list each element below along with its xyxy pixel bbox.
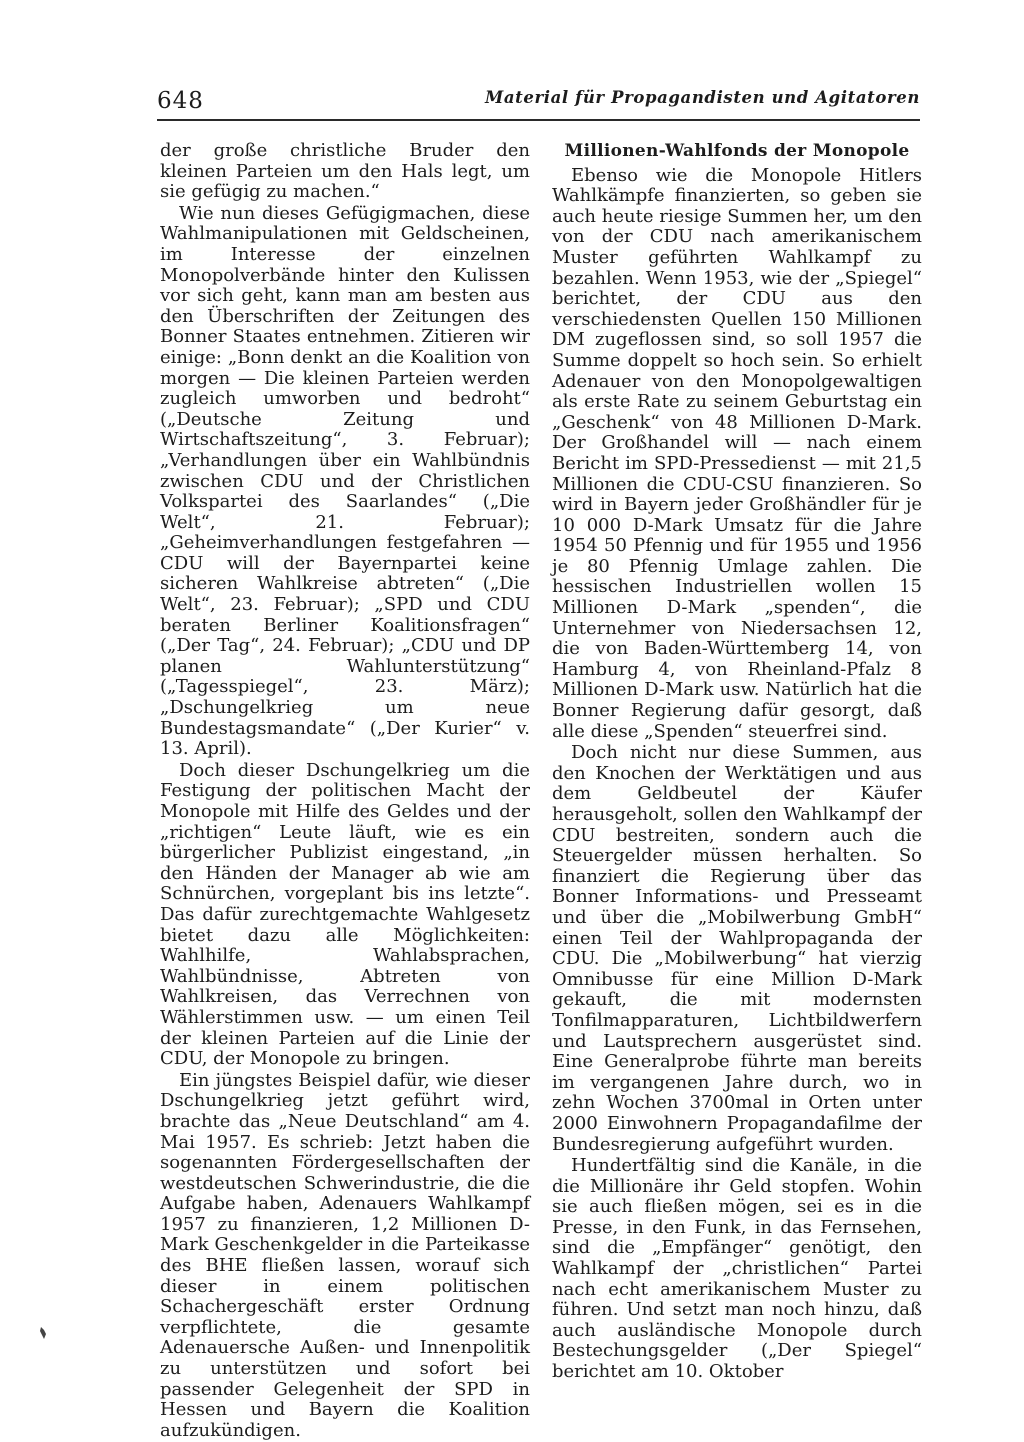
right-column [552, 141, 922, 1384]
paragraph: Wie nun dieses Gefügigmachen, diese Wahlmanipulationen mit Geldscheinen, im Interesse der einzelnen Monopolverbände hinter den Kulissen vor sich geht, kann man am besten aus den Überschriften der Zeitungen des Bonner Staates entnehmen. Zitieren wir einige: „Bonn denkt an die Koalition von morgen — Die kleinen Parteien werden zugleich umworben und bedroht“ („Deutsche Zeitung und Wirtschaftszeitung“, 3. Februar); „Verhandlungen über ein Wahlbündnis zwischen CDU und der Christlichen Volkspartei des Saarlandes“ („Die Welt“, 21. Februar); „Geheimverhandlungen festgefahren — CDU will der Bayernpartei keine sicheren Wahlkreise abtreten“ („Die Welt“, 23. Februar); „SPD und CDU beraten Berliner Koalitionsfragen“ („Der Tag“, 24. Februar); „CDU und DP planen Wahlunterstützung“ („Tagesspiegel“, 23. März); „Dschungelkrieg um neue Bundestagsmandate“ („Der Kurier“ v. 13. April). [160, 202, 530, 760]
paragraph: Doch nicht nur diese Summen, aus den Knochen der Werktätigen und aus dem Geldbeutel der Käufer herausgeholt, sollen den Wahlkampf der CDU bestreiten, sondern auch die Steuergelder müssen herhalten. So finanziert die Regierung über das Bonner Informations- und Presseamt und über die „Mobilwerbung GmbH“ einen Teil der Wahlpropaganda der CDU. Die „Mobilwerbung“ hat vierzig Omnibusse für eine Million D-Mark gekauft, die mit modernsten Tonfilmapparaturen, Lichtbildwerfern und Lautsprechern ausgerüstet sind. Eine Generalprobe führte man bereits im vergangenen Jahre durch, wo in zehn Wochen 3700mal in Orten unter 2000 Einwohnern Propagandafilme der Bundesregierung aufgeführt wurden. [552, 742, 922, 1155]
paragraph: Doch dieser Dschungelkrieg um die Festigung der politischen Macht der Monopole mit Hilfe des Geldes und der „richtigen“ Leute läuft, wie es ein bürgerlicher Publizist eingestand, „in den Händen der Manager ab wie am Schnürchen, vorgeplant bis ins letzte“. Das dafür zurechtgemachte Wahlgesetz bietet dazu alle Möglichkeiten: Wahlhilfe, Wahlabsprachen, Wahlbündnisse, Abtreten von Wahlkreisen, das Verrechnen von Wählerstimmen usw. — um einen Teil der kleinen Parteien auf die Linie der CDU, der Monopole zu bringen. [160, 759, 530, 1070]
page-number: 648 [157, 88, 204, 114]
ink-blot [38, 1326, 48, 1340]
running-header: Material für Propagandisten und Agitatoren [485, 88, 920, 107]
header-rule [157, 119, 920, 121]
section-title: Millionen-Wahlfonds der Monopole [564, 141, 910, 161]
paragraph: Ebenso wie die Monopole Hitlers Wahlkämpfe finanzierten, so geben sie auch heute riesige Summen her, um den von der CDU nach amerikanischem Muster geführten Wahlkampf zu bezahlen. Wenn 1953, wie der „Spiegel“ berichtet, der CDU aus den verschiedensten Quellen 150 Millionen DM zugeflossen sind, so soll 1957 die Summe doppelt so hoch sein. So erhielt Adenauer von den Monopolgewaltigen als erste Rate zu seinem Geburtstag ein „Geschenk“ von 48 Millionen D-Mark. Der Großhandel will — nach einem Bericht im SPD-Pressedienst — mit 21,5 Millionen die CDU-CSU finanzieren. So wird in Bayern jeder Großhändler für je 10 000 D-Mark Umsatz für die Jahre 1954 50 Pfennig und für 1955 und 1956 je 80 Pfennig Umlage zahlen. Die hessischen Industriellen wollen 15 Millionen D-Mark „spenden“, die Unternehmer von Niedersachsen 12, die von Baden-Württemberg 14, von Hamburg 4, von Rheinland-Pfalz 8 Millionen D-Mark usw. Natürlich hat die Bonner Regierung dafür gesorgt, daß alle diese „Spenden“ steuerfrei sind. [552, 164, 922, 742]
paragraph: Hundertfältig sind die Kanäle, in die die Millionäre ihr Geld stopfen. Wohin sie auch fließen mögen, sei es in die Presse, in den Funk, in das Fernsehen, sind die „Empfänger“ genötigt, den Wahlkampf der „christlichen“ Partei nach echt amerikanischem Muster zu führen. Und setzt man noch hinzu, daß auch ausländische Monopole durch Bestechungsgelder („Der Spiegel“ berichtet am 10. Oktober [552, 1155, 922, 1383]
paragraph: Ein jüngstes Beispiel dafür, wie dieser Dschungelkrieg jetzt geführt wird, brachte das „Neue Deutschland“ am 4. Mai 1957. Es schrieb: Jetzt haben die sogenannten Fördergesellschaften der westdeutschen Schwerindustrie, die die Aufgabe haben, Adenauers Wahlkampf 1957 zu finanzieren, 1,2 Millionen D-Mark Geschenkgelder in die Parteikasse des BHE fließen lassen, worauf sich dieser in einem politischen Schachergeschäft erster Ordnung verpflichtete, die gesamte Adenauersche Außen- und Innenpolitik zu unterstützen und sofort bei passender Gelegenheit der SPD in Hessen und Bayern die Koalition aufzukündigen. [160, 1069, 530, 1441]
left-column [160, 141, 530, 1442]
paragraph: der große christliche Bruder den kleinen Parteien um den Hals legt, um sie gefügig zu machen.“ [160, 140, 530, 203]
